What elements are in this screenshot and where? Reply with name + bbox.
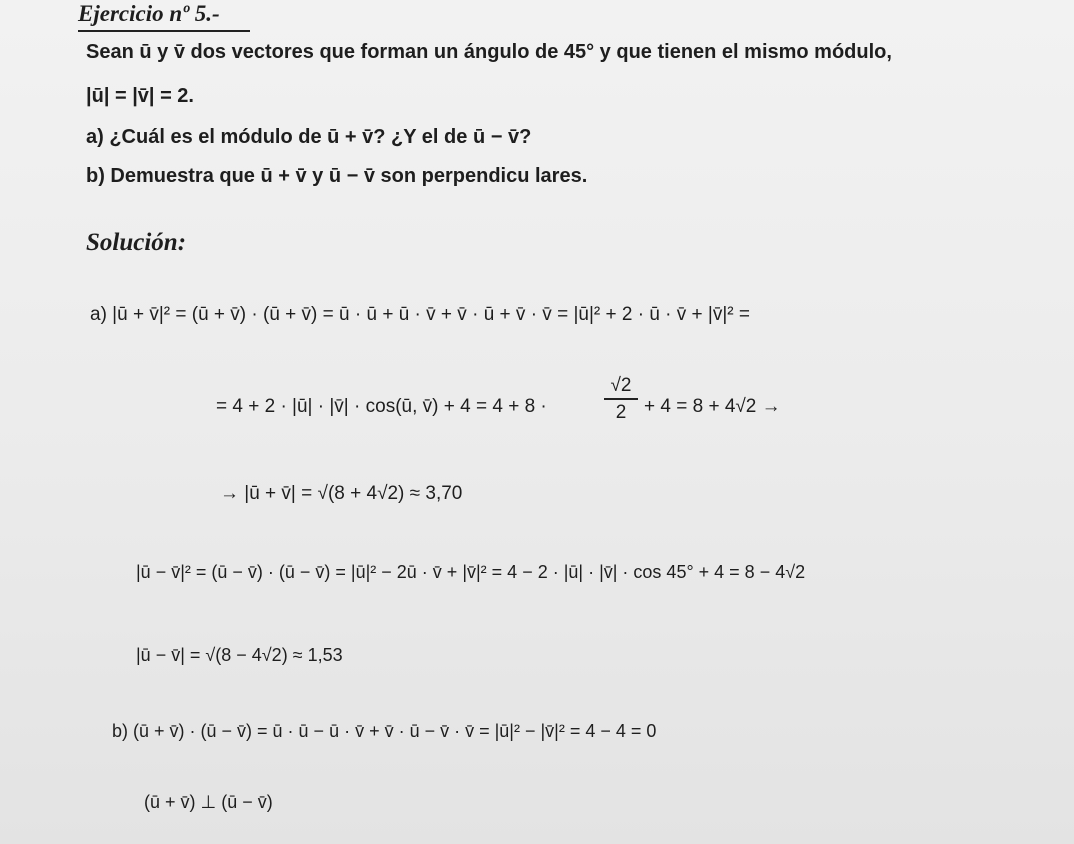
exercise-heading: Ejercicio nº 5.- bbox=[78, 1, 220, 26]
solution-b-line-2: (ū + v̄) ⊥ (ū − v̄) bbox=[144, 792, 273, 812]
solution-a-line-5: |ū − v̄| = √(8 − 4√2) ≈ 1,53 bbox=[136, 645, 343, 665]
fraction-sqrt2-over-2 bbox=[604, 376, 638, 422]
solution-a-line-4: |ū − v̄|² = (ū − v̄) · (ū − v̄) = |ū|² − 2ū · v̄ + |v̄|² = 4 − 2 · |ū| · |v̄| · cos 45° + 4 = 8 − 4√2 bbox=[136, 562, 806, 582]
solution-b-line-1: b) (ū + v̄) · (ū − v̄) = ū · ū − ū · v̄ + v̄ · ū − v̄ · v̄ = |ū|² − |v̄|² = 4 − 4 = 0 bbox=[112, 721, 657, 741]
fraction-bar bbox=[604, 398, 638, 400]
solution-a-line-1: a) |ū + v̄|² = (ū + v̄) · (ū + v̄) = ū · ū + ū · v̄ + v̄ · ū + v̄ · v̄ = |ū|² + 2 · ū · v̄ + |v̄|² = bbox=[90, 304, 750, 325]
statement-line-2: |ū| = |v̄| = 2. bbox=[86, 85, 194, 107]
solution-a-line-3: → |ū + v̄| = √(8 + 4√2) ≈ 3,70 bbox=[220, 483, 463, 504]
question-part-a: a) ¿Cuál es el módulo de ū + v̄? ¿Y el de ū − v̄? bbox=[86, 126, 532, 148]
solution-a-line-2-right: + 4 = 8 + 4√2 → bbox=[644, 396, 781, 417]
solution-title: Solución: bbox=[86, 229, 187, 256]
question-part-b: b) Demuestra que ū + v̄ y ū − v̄ son perpendicu lares. bbox=[86, 165, 588, 187]
statement-line-1: Sean ū y v̄ dos vectores que forman un ángulo de 45° y que tienen el mismo módulo, bbox=[86, 41, 892, 63]
heading-underline bbox=[78, 30, 250, 32]
fraction-numerator: √2 bbox=[610, 375, 632, 396]
fraction-denominator: 2 bbox=[615, 401, 627, 423]
solution-a-line-2-left: = 4 + 2 · |ū| · |v̄| · cos(ū, v̄) + 4 = 4 + 8 · bbox=[216, 396, 547, 417]
